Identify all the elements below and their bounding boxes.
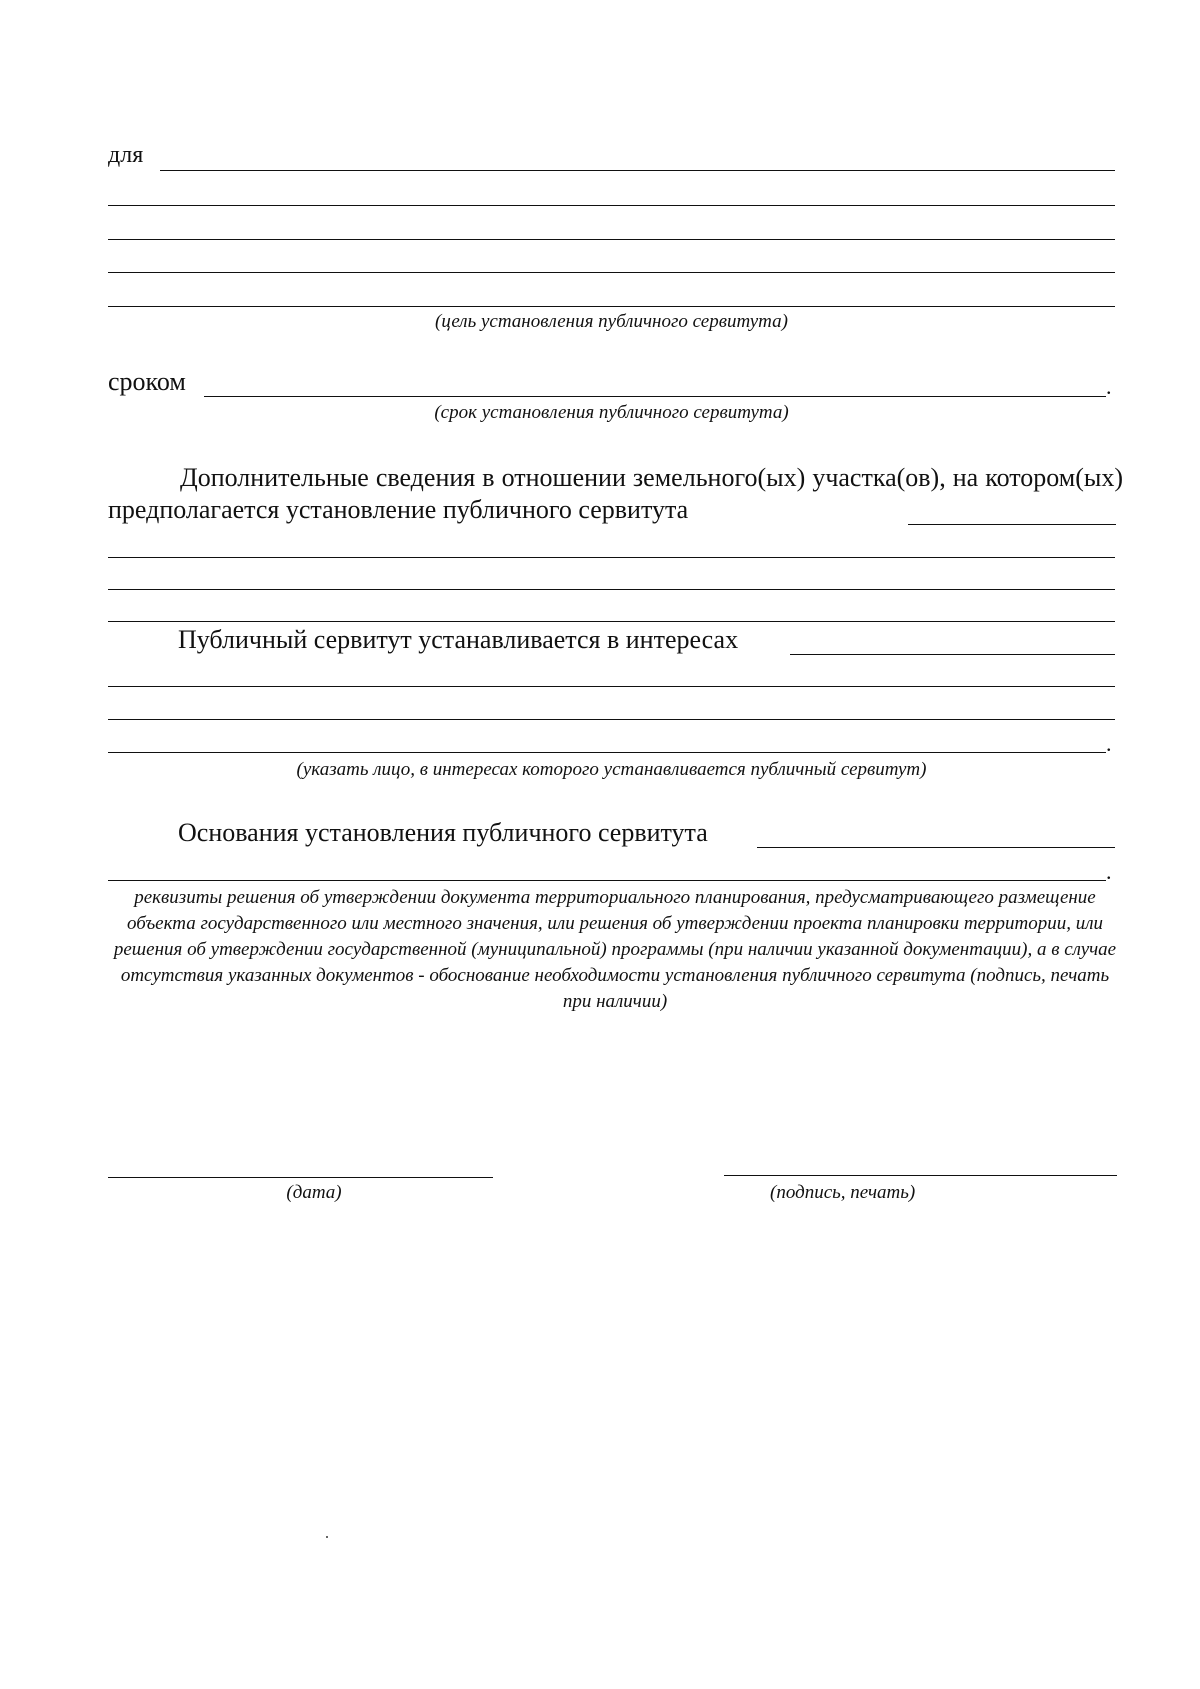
term-caption: (срок установления публичного сервитута) [434,402,789,423]
additional-field-line[interactable] [108,621,1115,622]
purpose-field-line[interactable] [108,205,1115,206]
grounds-text: Основания установления публичного сервитута [178,818,708,847]
scan-speck [326,1536,328,1538]
additional-field-line[interactable] [908,524,1116,525]
interests-field-line[interactable] [108,752,1106,753]
grounds-end-dot: . [1106,859,1112,884]
signature-field-line[interactable] [724,1175,1117,1176]
purpose-prefix: для [108,142,144,168]
interests-field-line[interactable] [108,719,1115,720]
interests-text: Публичный сервитут устанавливается в интересах [178,625,739,654]
date-field-line[interactable] [108,1177,493,1178]
interests-field-line[interactable] [108,686,1115,687]
interests-caption: (указать лицо, в интересах которого устанавливается публичный сервитут) [296,759,927,780]
grounds-caption: реквизиты решения об утверждении документа территориального планирования, предусматривающего размещение объекта государственного или местного значения, или решения об утверждении проекта планировки территории, или решения об утверждении государственной (муниципальной) программы (при наличии указанной документации), а в случае отсутствия указанных документов - обоснование необходимости установления публичного сервитута (подпись, печать при наличии) [113,887,1117,1012]
purpose-field-line[interactable] [108,272,1115,273]
interests-field-line[interactable] [790,654,1115,655]
purpose-caption: (цель установления публичного сервитута) [435,311,788,332]
additional-field-line[interactable] [108,589,1115,590]
term-field-line[interactable] [204,396,1106,397]
additional-info-text: Дополнительные сведения в отношении земельного(ых) участка(ов), на котором(ых) предполагается установление публичного сервитута [108,463,1123,524]
grounds-field-line[interactable] [108,880,1106,881]
term-prefix: сроком [108,367,186,396]
purpose-field-line[interactable] [108,239,1115,240]
grounds-field-line[interactable] [757,847,1115,848]
purpose-field-line[interactable] [108,306,1115,307]
additional-field-line[interactable] [108,557,1115,558]
signature-caption: (подпись, печать) [770,1182,916,1203]
interests-end-dot: . [1106,731,1112,756]
date-caption: (дата) [286,1182,342,1203]
purpose-field-line[interactable] [160,170,1115,171]
term-end-dot: . [1106,374,1112,399]
